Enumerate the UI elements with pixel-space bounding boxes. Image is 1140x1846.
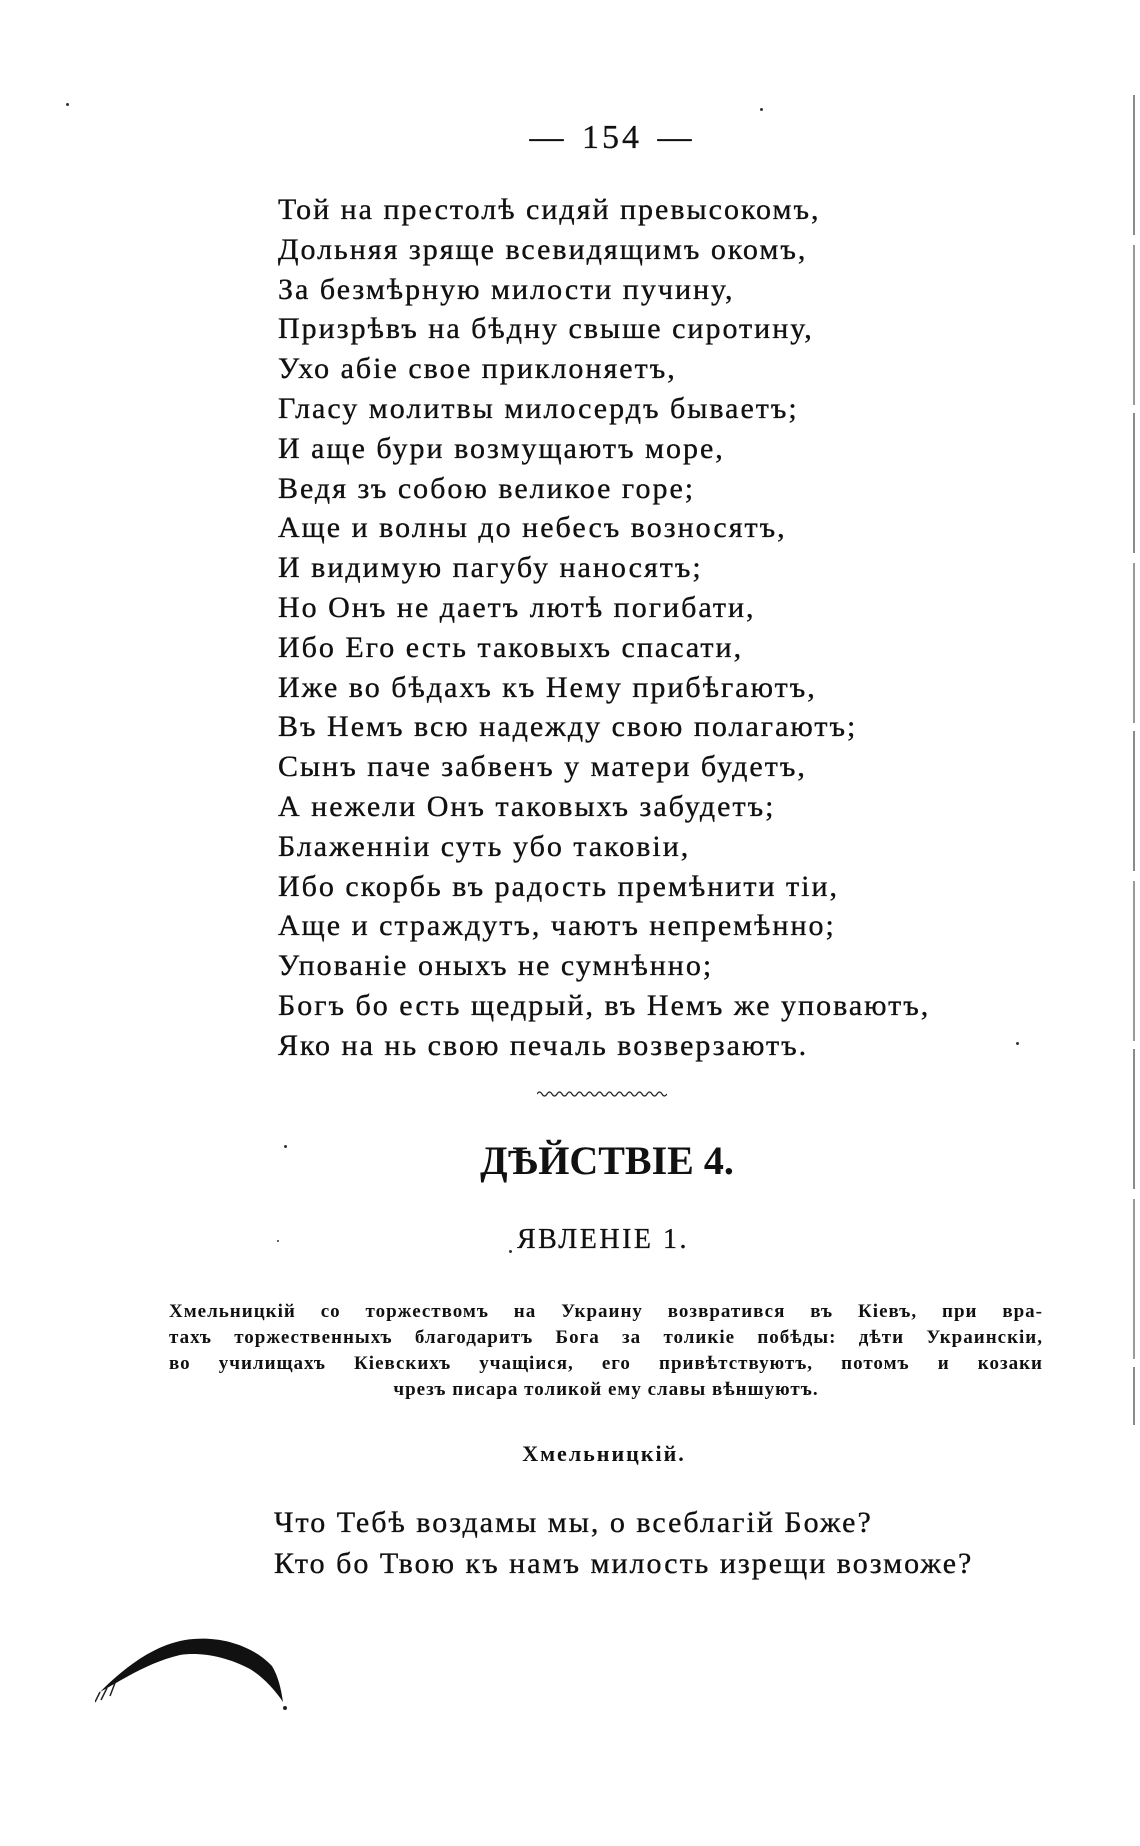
scene-heading: ЯВЛЕНІЕ 1.: [516, 1224, 690, 1255]
verse-line: Гласу молитвы милосердъ бываетъ;: [278, 391, 799, 425]
verse-line: Аще и страждутъ, чаютъ непремѣнно;: [278, 909, 836, 943]
verse-line: И аще бури возмущаютъ море,: [278, 431, 725, 465]
scan-speck: [509, 1250, 512, 1253]
scan-edge-line: [1133, 95, 1135, 1425]
stage-direction: [169, 1299, 1043, 1403]
verse-line: За безмѣрную милости пучину,: [278, 272, 735, 306]
wavy-ornament-divider: [537, 1088, 667, 1100]
speech-block: [274, 1502, 973, 1584]
verse-line: Призрѣвъ на бѣдну свыше сиротину,: [278, 312, 814, 346]
verse-block: [278, 190, 930, 1066]
speech-line: Что Тебѣ воздамы мы, о всеблагій Боже?: [274, 1506, 873, 1539]
verse-line: Въ Немъ всю надежду свою полагаютъ;: [278, 710, 858, 744]
verse-line: Но Онъ не даетъ лютѣ погибати,: [278, 590, 756, 624]
stage-direction-line: чрезъ писара толикой ему славы вѣншуютъ.: [393, 1379, 819, 1400]
verse-line: Ухо абіе свое приклоняетъ,: [278, 352, 677, 386]
verse-line: Сынъ паче забвенъ у матери будетъ,: [278, 750, 807, 784]
verse-line: Ибо скорбь въ радость премѣнити тіи,: [278, 869, 840, 903]
verse-line: Ведя зъ собою великое горе;: [278, 471, 696, 505]
verse-line: Аще и волны до небесъ возносятъ,: [278, 511, 787, 545]
scan-speck: [66, 103, 69, 106]
stage-direction-line: во училищахъ Кіевскихъ учащіися, его привѣтствуютъ, потомъ и козаки: [169, 1353, 1043, 1374]
scan-speck: [1016, 1042, 1019, 1045]
stage-direction-line: Хмельницкій со торжествомъ на Украину возвратився въ Кіевъ, при вра-: [169, 1301, 1043, 1322]
speech-line: Кто бо Твою къ намъ милость изрещи возможе?: [274, 1547, 974, 1580]
verse-line: Яко на нь свою печаль возверзаютъ.: [278, 1028, 809, 1062]
verse-line: Ибо Его есть таковыхъ спасати,: [278, 630, 744, 664]
verse-line: Дольняя зряще всевидящимъ окомъ,: [278, 232, 808, 266]
verse-line: А нежели Онъ таковыхъ забудетъ;: [278, 789, 776, 823]
verse-line: Блаженніи суть убо таковіи,: [278, 829, 691, 863]
act-heading: ДѢЙСТВІЕ 4.: [480, 1138, 734, 1183]
ink-smudge: [95, 1630, 295, 1715]
verse-line: Той на престолѣ сидяй превысокомъ,: [278, 193, 821, 226]
page-number: — 154 —: [529, 119, 695, 156]
verse-line: Богъ бо есть щедрый, въ Немъ же уповаютъ,: [278, 988, 931, 1022]
scan-speck: [277, 1240, 279, 1242]
stage-direction-line: тахъ торжественныхъ благодаритъ Бога за толикіе побѣды: дѣти Украинскіи,: [169, 1327, 1043, 1348]
speaker-name: Хмельницкій.: [522, 1441, 686, 1466]
scan-speck: [284, 1145, 287, 1148]
verse-line: Упованіе оныхъ не сумнѣнно;: [278, 949, 714, 983]
verse-line: И видимую пагубу наносятъ;: [278, 551, 703, 585]
scan-speck: [760, 108, 763, 111]
verse-line: Иже во бѣдахъ къ Нему прибѣгаютъ,: [278, 670, 817, 704]
